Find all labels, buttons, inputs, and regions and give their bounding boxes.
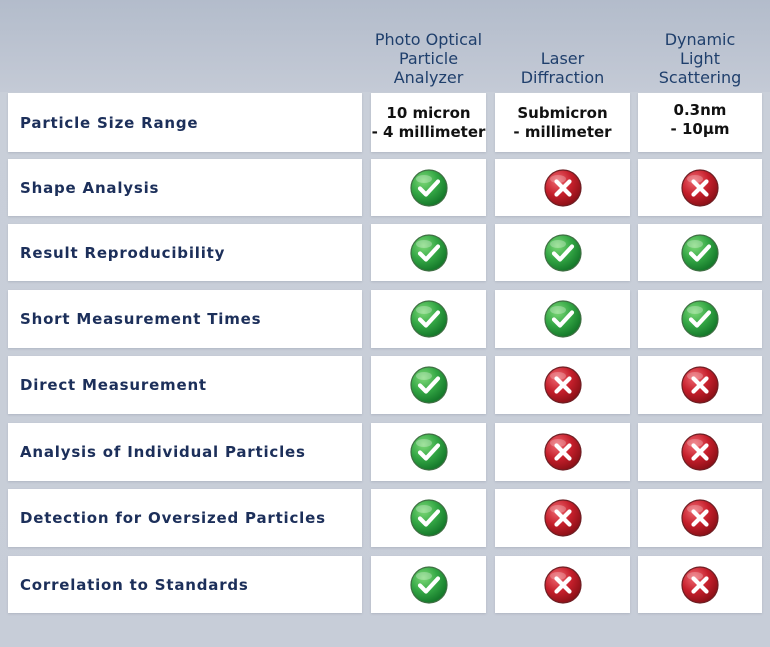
x-circle-icon — [680, 365, 720, 405]
check-circle-icon — [409, 565, 449, 605]
dynamic-light-cell — [638, 224, 762, 281]
laser-diffraction-cell — [495, 356, 630, 414]
table-row — [0, 290, 770, 348]
photo-optical-cell — [371, 356, 486, 414]
column-header-dynamic-light: Dynamic Light Scattering — [658, 30, 742, 87]
row-label: Analysis of Individual Particles — [20, 443, 306, 461]
row-label: Detection for Oversized Particles — [20, 509, 326, 527]
photo-optical-cell — [371, 489, 486, 547]
table-row — [0, 556, 770, 613]
x-circle-icon — [543, 168, 583, 208]
photo-optical-cell — [371, 290, 486, 348]
row-label-cell — [8, 159, 362, 216]
particle-size-value: Submicron - millimeter — [513, 103, 612, 141]
photo-optical-cell — [371, 556, 486, 613]
laser-diffraction-cell — [495, 224, 630, 281]
x-circle-icon — [680, 168, 720, 208]
table-row — [0, 423, 770, 481]
check-circle-icon — [409, 299, 449, 339]
x-circle-icon — [680, 498, 720, 538]
row-label: Result Reproducibility — [20, 243, 226, 262]
row-label-cell — [8, 224, 362, 281]
x-circle-icon — [680, 432, 720, 472]
row-label: Particle Size Range — [20, 113, 199, 132]
table-row — [0, 224, 770, 281]
check-circle-icon — [409, 233, 449, 273]
check-circle-icon — [543, 233, 583, 273]
check-circle-icon — [409, 168, 449, 208]
row-label-cell — [8, 423, 362, 481]
row-label-cell — [8, 489, 362, 547]
row-label-cell — [8, 93, 362, 152]
particle-size-value: 0.3nm - 10µm — [670, 100, 730, 138]
check-circle-icon — [680, 233, 720, 273]
column-header-photo-optical: Photo Optical Particle Analyzer — [374, 30, 483, 87]
table-row — [0, 356, 770, 414]
dynamic-light-cell — [638, 489, 762, 547]
row-label-cell — [8, 556, 362, 613]
photo-optical-cell — [371, 224, 486, 281]
laser-diffraction-cell — [495, 423, 630, 481]
row-label: Short Measurement Times — [20, 310, 262, 328]
check-circle-icon — [543, 299, 583, 339]
x-circle-icon — [543, 432, 583, 472]
laser-diffraction-cell — [495, 93, 630, 152]
column-header-laser-diffraction: Laser Diffraction — [520, 49, 605, 87]
x-circle-icon — [543, 365, 583, 405]
photo-optical-cell — [371, 423, 486, 481]
check-circle-icon — [409, 365, 449, 405]
row-label-cell — [8, 290, 362, 348]
laser-diffraction-cell — [495, 489, 630, 547]
dynamic-light-cell — [638, 356, 762, 414]
check-circle-icon — [680, 299, 720, 339]
photo-optical-cell — [371, 159, 486, 216]
row-label: Shape Analysis — [20, 178, 160, 197]
table-row — [0, 489, 770, 547]
row-label: Correlation to Standards — [20, 575, 249, 594]
dynamic-light-cell — [638, 290, 762, 348]
dynamic-light-cell — [638, 556, 762, 613]
row-label: Direct Measurement — [20, 376, 207, 394]
table-row — [0, 159, 770, 216]
x-circle-icon — [543, 565, 583, 605]
particle-size-value: 10 micron - 4 millimeter — [371, 103, 486, 141]
x-circle-icon — [543, 498, 583, 538]
dynamic-light-cell — [638, 159, 762, 216]
dynamic-light-cell — [638, 93, 762, 152]
row-label-cell — [8, 356, 362, 414]
check-circle-icon — [409, 432, 449, 472]
check-circle-icon — [409, 498, 449, 538]
x-circle-icon — [680, 565, 720, 605]
laser-diffraction-cell — [495, 556, 630, 613]
dynamic-light-cell — [638, 423, 762, 481]
photo-optical-cell — [371, 93, 486, 152]
laser-diffraction-cell — [495, 290, 630, 348]
table-row — [0, 93, 770, 152]
laser-diffraction-cell — [495, 159, 630, 216]
